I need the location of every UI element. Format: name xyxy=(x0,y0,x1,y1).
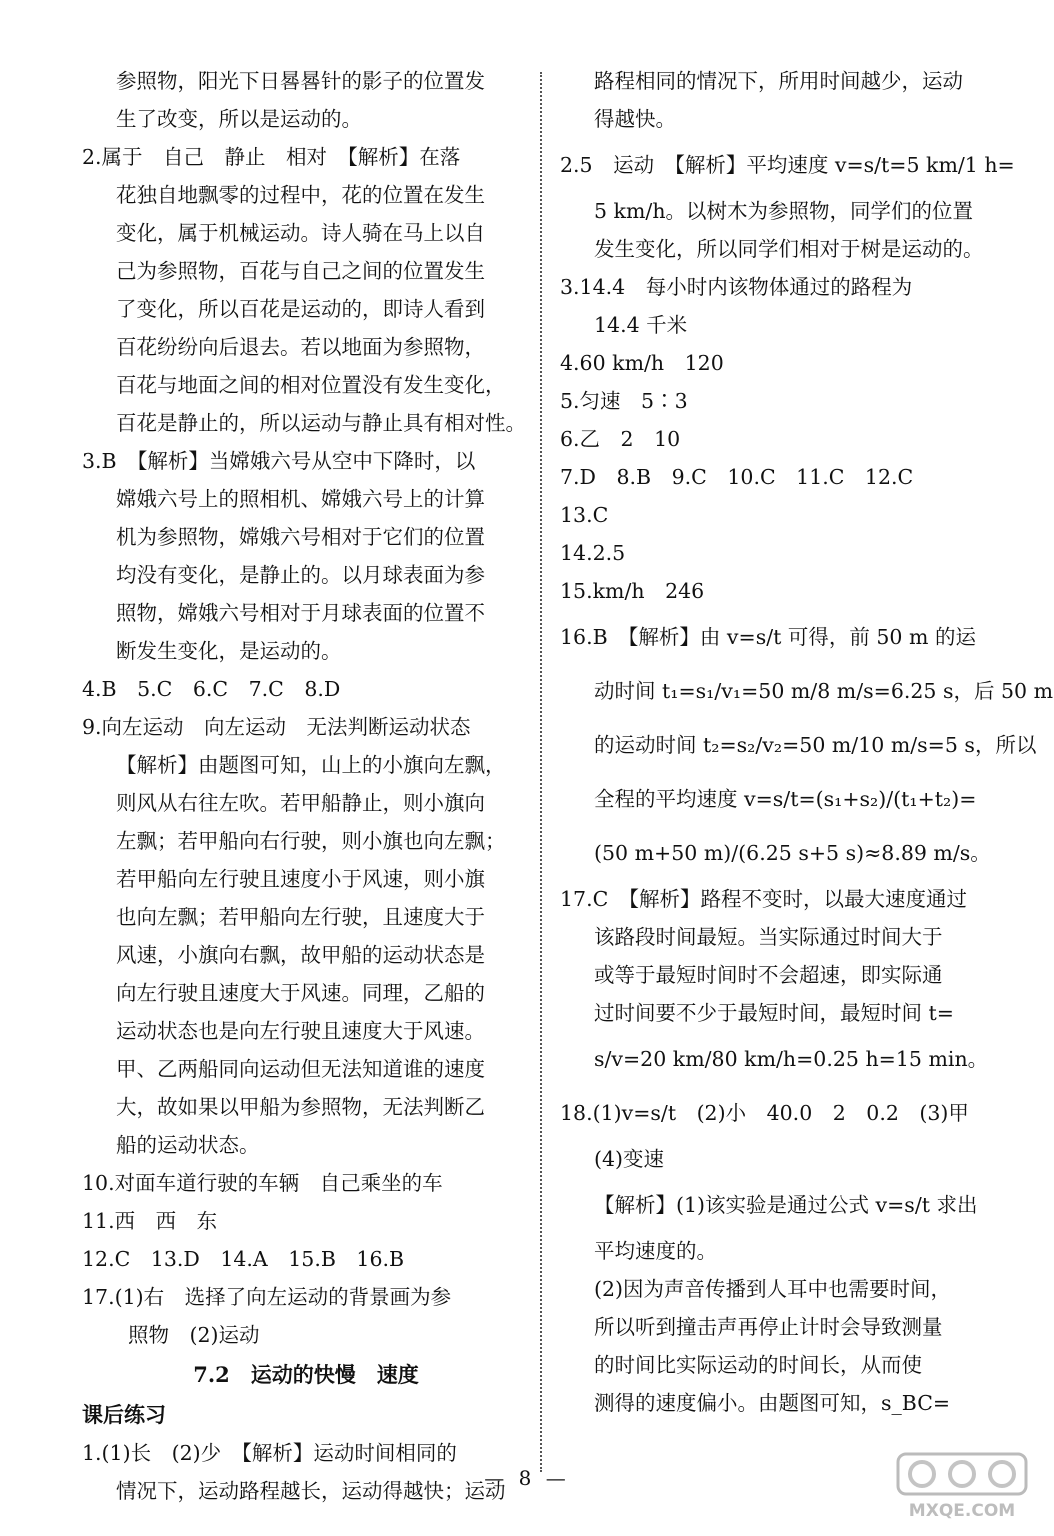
subsection-title: 课后练习 xyxy=(82,1402,166,1427)
answer-line: 则风从右往左吹。若甲船静止，则小旗向 xyxy=(116,791,485,815)
answer-line: 所以听到撞击声再停止计时会导致测量 xyxy=(594,1315,943,1339)
answer-line: 百花与地面之间的相对位置没有发生变化， xyxy=(116,373,506,397)
answer-line: 【解析】由题图可知，山上的小旗向左飘， xyxy=(116,753,506,777)
answer-line: 断发生变化，是运动的。 xyxy=(116,639,342,663)
answer-line: 14.4 千米 xyxy=(594,313,688,337)
answer-line: 的运动时间 t₂=s₂/v₂=50 m/10 m/s=5 s，所以 xyxy=(594,733,1037,757)
answer-line: 动时间 t₁=s₁/v₁=50 m/8 m/s=6.25 s，后 50 m xyxy=(594,679,1054,703)
answer-line: 风速，小旗向右飘，故甲船的运动状态是 xyxy=(116,943,485,967)
answer-line: 平均速度的。 xyxy=(594,1239,717,1263)
answer-16: 16.B 【解析】由 v=s/t 可得，前 50 m 的运 xyxy=(560,625,976,649)
answer-line: 参照物，阳光下日晷晷针的影子的位置发 xyxy=(116,69,485,93)
answer-line: 大，故如果以甲船为参照物，无法判断乙 xyxy=(116,1095,485,1119)
answer-line: 【解析】(1)该实验是通过公式 v=s/t 求出 xyxy=(594,1193,978,1217)
answer-18: 18.(1)v=s/t (2)小 40.0 2 0.2 (3)甲 xyxy=(560,1101,969,1125)
answer-line: 百花是静止的，所以运动与静止具有相对性。 xyxy=(116,411,526,435)
answers-4-8: 4.B 5.C 6.C 7.C 8.D xyxy=(82,677,341,701)
answer-line: 也向左飘；若甲船向左行驶，且速度大于 xyxy=(116,905,485,929)
answer-line: 发生变化，所以同学们相对于树是运动的。 xyxy=(594,237,984,261)
answer-line: (2)因为声音传播到人耳中也需要时间， xyxy=(594,1277,952,1301)
answer-17: 17.(1)右 选择了向左运动的背景画为参 xyxy=(82,1285,452,1309)
answer-line: 己为参照物，百花与自己之间的位置发生 xyxy=(116,259,485,283)
page-number: — 8 — xyxy=(484,1466,570,1490)
answer-9: 9.向左运动 向左运动 无法判断运动状态 xyxy=(82,715,471,739)
answer-line: 生了改变，所以是运动的。 xyxy=(116,107,362,131)
answer-line: 甲、乙两船同向运动但无法知道谁的速度 xyxy=(116,1057,485,1081)
answer-line: 机为参照物，嫦娥六号相对于它们的位置 xyxy=(116,525,485,549)
answer-3: 3.14.4 每小时内该物体通过的路程为 xyxy=(560,275,913,299)
answer-10: 10.对面车道行驶的车辆 自己乘坐的车 xyxy=(82,1171,443,1195)
answer-line: 若甲船向左行驶且速度小于风速，则小旗 xyxy=(116,867,485,891)
answer-4: 4.60 km/h 120 xyxy=(560,351,724,375)
answer-line: 均没有变化，是静止的。以月球表面为参 xyxy=(116,563,485,587)
answer-line: (50 m+50 m)/(6.25 s+5 s)≈8.89 m/s。 xyxy=(594,841,991,865)
left-column xyxy=(82,62,530,1510)
answer-line: s/v=20 km/80 km/h=0.25 h=15 min。 xyxy=(594,1047,989,1071)
answer-line: 全程的平均速度 v=s/t=(s₁+s₂)/(t₁+t₂)= xyxy=(594,787,977,811)
watermark-logo xyxy=(892,1450,1032,1522)
answer-line: 的时间比实际运动的时间长，从而使 xyxy=(594,1353,922,1377)
answer-line: 嫦娥六号上的照相机、嫦娥六号上的计算 xyxy=(116,487,485,511)
answer-5: 5.匀速 5∶3 xyxy=(560,389,688,413)
answer-line: 5 km/h。以树木为参照物，同学们的位置 xyxy=(594,199,974,223)
answer-line: 照物，嫦娥六号相对于月球表面的位置不 xyxy=(116,601,485,625)
answer-line: 过时间要不少于最短时间，最短时间 t= xyxy=(594,1001,954,1025)
answer-line: (4)变速 xyxy=(594,1147,665,1171)
answer-line: 百花纷纷向后退去。若以地面为参照物， xyxy=(116,335,485,359)
answers-12-16: 12.C 13.D 14.A 15.B 16.B xyxy=(82,1247,405,1271)
answer-line: 了变化，所以百花是运动的，即诗人看到 xyxy=(116,297,485,321)
answer-1: 1.(1)长 (2)少 【解析】运动时间相同的 xyxy=(82,1441,457,1465)
answer-line: 左飘；若甲船向右行驶，则小旗也向左飘； xyxy=(116,829,506,853)
answer-line: 该路段时间最短。当实际通过时间大于 xyxy=(594,925,943,949)
answer-15: 15.km/h 246 xyxy=(560,579,705,603)
answer-line: 情况下，运动路程越长，运动得越快；运动 xyxy=(116,1479,506,1503)
answer-line: 路程相同的情况下，所用时间越少，运动 xyxy=(594,69,963,93)
answer-line: 船的运动状态。 xyxy=(116,1133,260,1157)
column-divider xyxy=(540,72,542,1472)
answer-line: 变化，属于机械运动。诗人骑在马上以自 xyxy=(116,221,485,245)
right-column xyxy=(560,62,1054,1422)
answer-line: 得越快。 xyxy=(594,107,676,131)
answer-2: 2.5 运动 【解析】平均速度 v=s/t=5 km/1 h= xyxy=(560,153,1015,177)
answer-line: 照物 (2)运动 xyxy=(128,1323,260,1347)
answer-13: 13.C xyxy=(560,503,609,527)
answer-2: 2.属于 自己 静止 相对 【解析】在落 xyxy=(82,145,461,169)
answer-3: 3.B 【解析】当嫦娥六号从空中下降时，以 xyxy=(82,449,476,473)
answer-line: 花独自地飘零的过程中，花的位置在发生 xyxy=(116,183,485,207)
answer-11: 11.西 西 东 xyxy=(82,1209,218,1233)
answer-line: 或等于最短时间时不会超速，即实际通 xyxy=(594,963,943,987)
answer-6: 6.乙 2 10 xyxy=(560,427,681,451)
answer-line: 向左行驶且速度大于风速。同理，乙船的 xyxy=(116,981,485,1005)
answer-line: 运动状态也是向左行驶且速度大于风速。 xyxy=(116,1019,485,1043)
answers-7-12: 7.D 8.B 9.C 10.C 11.C 12.C xyxy=(560,465,914,489)
answer-line: 测得的速度偏小。由题图可知，s_BC= xyxy=(594,1391,951,1415)
section-title: 7.2 运动的快慢 速度 xyxy=(193,1362,419,1387)
answer-14: 14.2.5 xyxy=(560,541,626,565)
watermark-text: MXQE.COM xyxy=(908,1501,1016,1521)
answer-17: 17.C 【解析】路程不变时，以最大速度通过 xyxy=(560,887,968,911)
